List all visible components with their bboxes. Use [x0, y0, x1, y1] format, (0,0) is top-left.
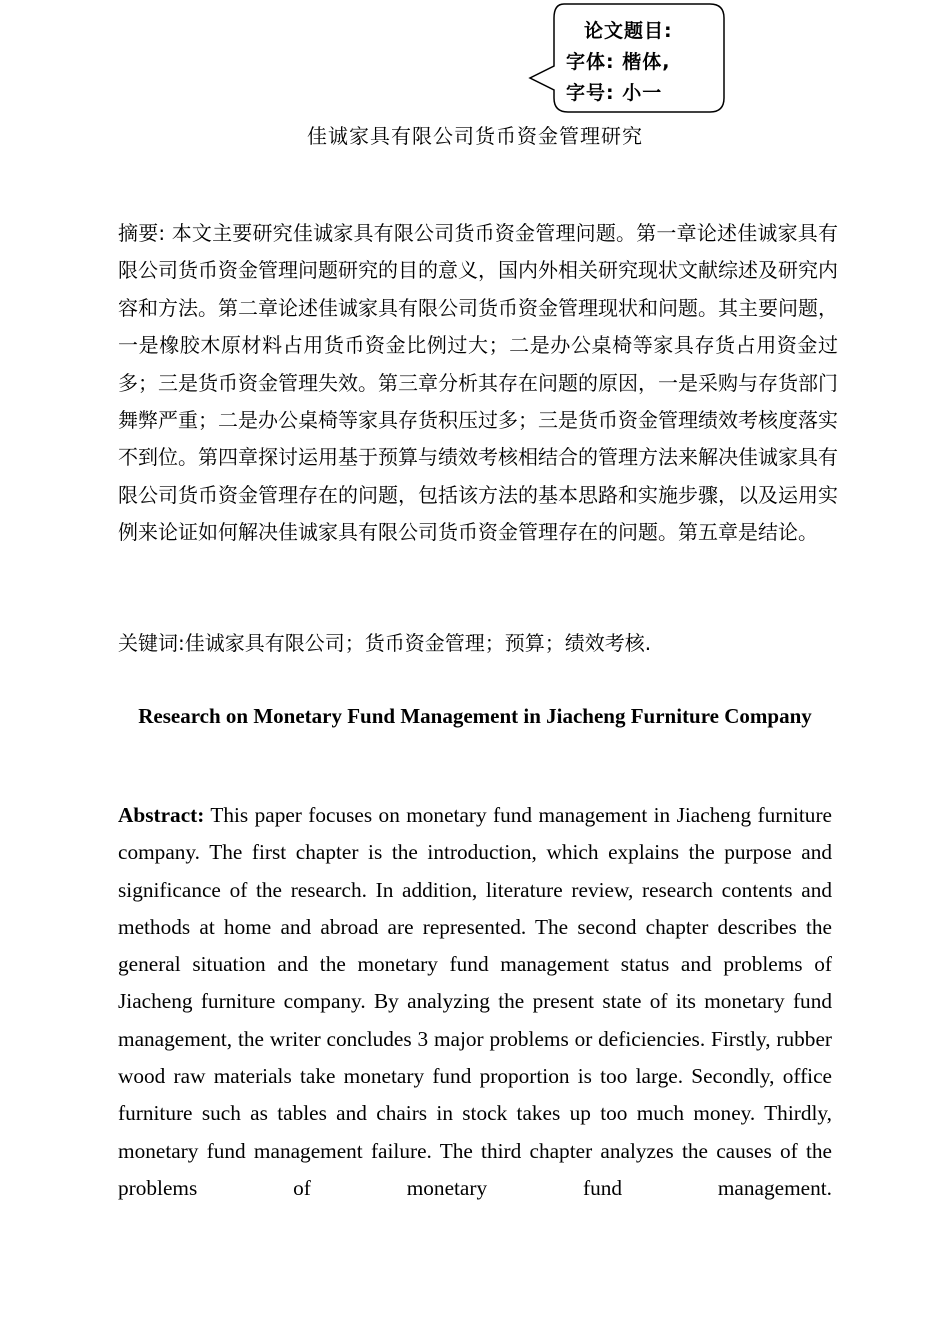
chinese-abstract-text: : 本文主要研究佳诚家具有限公司货币资金管理问题。第一章论述佳诚家具有限公司货币资金管理问题研究的目的意义，国内外相关研究现状文献综述及研究内容和方法。第二章论述佳诚家具有限公司货币资金管理现状和问题。其主要问题，一是橡胶木原材料占用货币资金比例过大；二是办公桌椅等家具存货占用资金过多；三是货币资金管理失效。第三章分析其存在问题的原因，一是采购与存货部门舞弊严重；二是办公桌椅等家具存货积压过多；三是货币资金管理绩效考核度落实不到位。第四章探讨运用基于预算与绩效考核相结合的管理方法来解决佳诚家具有限公司货币资金管理存在的问题，包括该方法的基本思路和实施步骤，以及运用实例来论证如何解决佳诚家具有限公司货币资金管理存在的问题。第五章是结论。 [118, 221, 838, 545]
english-title: Research on Monetary Fund Management in Jiacheng Furniture Company [138, 704, 812, 728]
callout-line-size: 字号: 小一 [566, 82, 663, 104]
callout-line-font: 字体: 楷体, [566, 51, 671, 73]
format-callout [528, 2, 726, 114]
callout-text [566, 16, 716, 109]
chinese-abstract [118, 215, 838, 552]
chinese-abstract-label: 摘要 [118, 221, 159, 245]
chinese-keywords-label: 关键词: [118, 631, 185, 655]
callout-line-title: 论文题目: [584, 20, 673, 42]
chinese-keywords-text: 佳诚家具有限公司；货币资金管理；预算；绩效考核. [184, 631, 652, 655]
chinese-title: 佳诚家具有限公司货币资金管理研究 [307, 124, 643, 148]
chinese-keywords [118, 625, 838, 662]
english-abstract [118, 797, 832, 1207]
english-abstract-text: This paper focuses on monetary fund management in Jiacheng furniture company. The first chapter is the introduction, which explains the purpose and significance of the research. In addition, literature review, research contents and methods at home and abroad are represented. The second chapter describes the general situation and the monetary fund management status and problems of Jiacheng furniture company. By analyzing the present state of its monetary fund management, the writer concludes 3 major problems or deficiencies. Firstly, rubber wood raw materials take monetary fund proportion is too large. Secondly, office furniture such as tables and chairs in stock takes up too much money. Thirdly, monetary fund management failure. The third chapter analyzes the causes of the problems of monetary fund management. [118, 803, 832, 1200]
english-abstract-label: Abstract: [118, 803, 205, 827]
